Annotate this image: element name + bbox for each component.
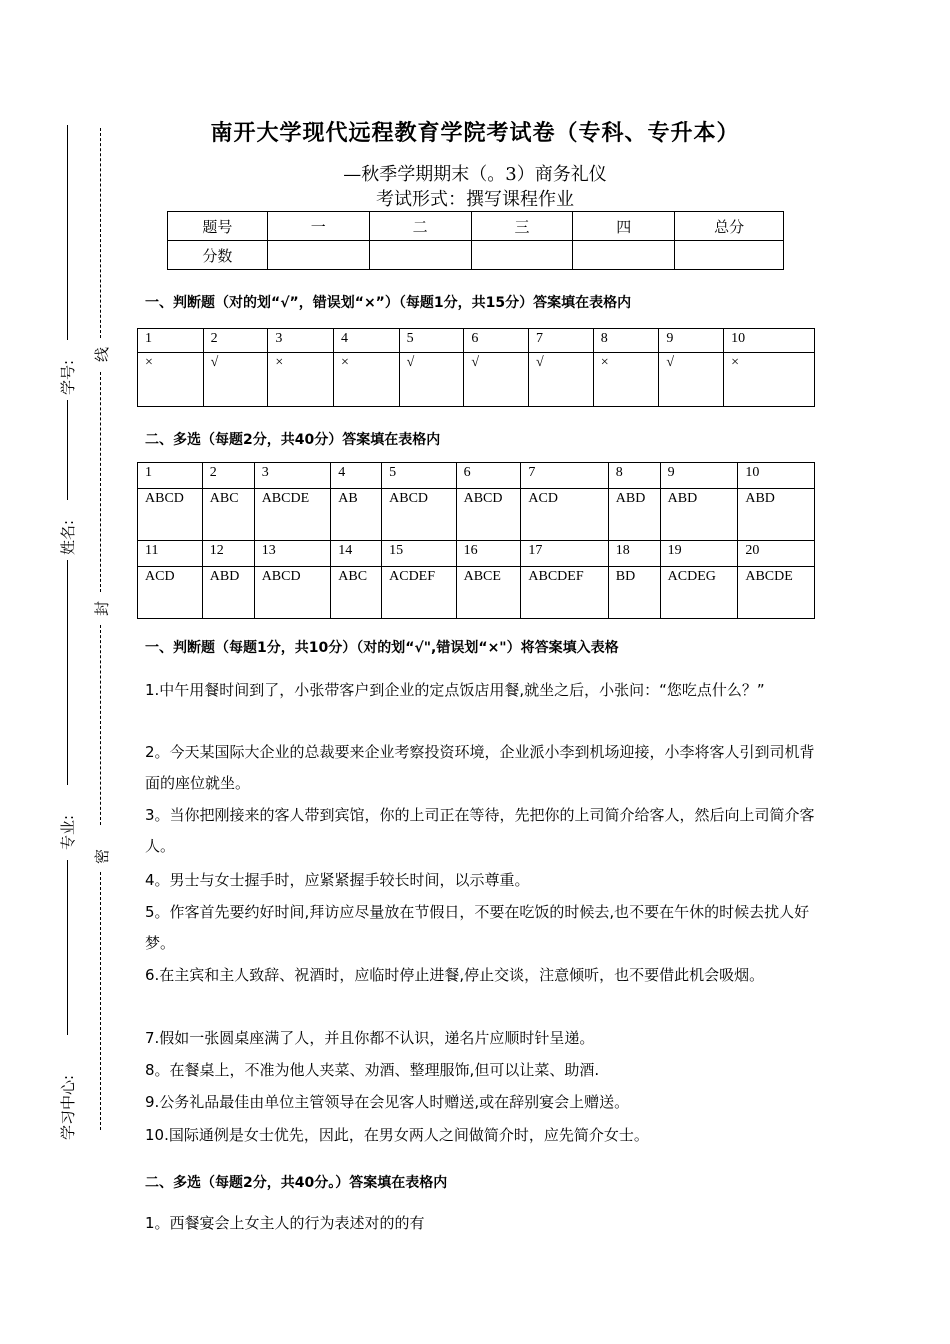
binding-line-outer xyxy=(67,400,68,500)
binding-label-feng: 封 xyxy=(93,600,111,616)
mc-number-cell: 12 xyxy=(202,541,254,567)
mc-number-cell: 10 xyxy=(738,463,815,489)
score-value-row xyxy=(168,241,784,270)
tf-number-cell: 4 xyxy=(333,329,399,353)
mc-answer-cell: ABD xyxy=(738,489,815,541)
student-id-label: 学号: xyxy=(59,359,77,395)
tf-number-cell: 2 xyxy=(203,329,268,353)
mc-answer-cell: ACD xyxy=(521,489,608,541)
mc-answer-cell: AB xyxy=(331,489,382,541)
mc-answer-cell: ABCD xyxy=(456,489,521,541)
score-header-cell: 题号 xyxy=(168,212,268,241)
tf-number-cell: 9 xyxy=(659,329,724,353)
mc-number-cell: 4 xyxy=(331,463,382,489)
tf-answer-cell: √ xyxy=(659,353,724,407)
binding-label-xian: 线 xyxy=(93,346,111,362)
question-item: 4。男士与女士握手时，应紧紧握手较长时间，以示尊重。 xyxy=(145,871,530,889)
mc-answer-row xyxy=(138,567,815,619)
mc-number-cell: 19 xyxy=(660,541,738,567)
exam-subtitle: —秋季学期期末（。3）商务礼仪 xyxy=(343,164,607,185)
tf-number-cell: 1 xyxy=(138,329,204,353)
mc-number-cell: 15 xyxy=(382,541,456,567)
tf-number-row xyxy=(138,329,815,353)
tf-answer-cell: √ xyxy=(203,353,268,407)
mc-number-cell: 6 xyxy=(456,463,521,489)
mc-number-cell: 3 xyxy=(254,463,331,489)
score-row-label: 分数 xyxy=(168,241,268,270)
tf-number-cell: 6 xyxy=(464,329,529,353)
score-cell[interactable] xyxy=(675,241,784,270)
score-header-cell: 总分 xyxy=(675,212,784,241)
tf-number-cell: 7 xyxy=(529,329,594,353)
tf-answer-cell: × xyxy=(724,353,815,407)
mc-answer-cell: ABD xyxy=(660,489,738,541)
question-item: 1。西餐宴会上女主人的行为表述对的的有 xyxy=(145,1214,425,1232)
mc-answer-cell: ABCD xyxy=(138,489,203,541)
score-header-cell: 二 xyxy=(369,212,471,241)
score-header-row xyxy=(168,212,784,241)
mc-answer-row xyxy=(138,489,815,541)
mc-number-cell: 1 xyxy=(138,463,203,489)
score-header-cell: 三 xyxy=(471,212,573,241)
mc-answer-cell: ABCDEF xyxy=(521,567,608,619)
mc-answer-table xyxy=(137,462,815,619)
tf-answer-cell: × xyxy=(138,353,204,407)
score-header-cell: 四 xyxy=(573,212,675,241)
exam-title: 南开大学现代远程教育学院考试卷（专科、专升本） xyxy=(210,121,740,146)
binding-line-dashed xyxy=(100,625,101,825)
tf-answer-cell: × xyxy=(333,353,399,407)
mc-number-cell: 5 xyxy=(382,463,456,489)
mc-number-cell: 13 xyxy=(254,541,331,567)
score-cell[interactable] xyxy=(573,241,675,270)
exam-form: 考试形式：撰写课程作业 xyxy=(376,189,574,210)
mc-number-cell: 11 xyxy=(138,541,203,567)
mc-number-cell: 2 xyxy=(202,463,254,489)
major-label: 专业: xyxy=(59,814,77,850)
mc-number-cell: 16 xyxy=(456,541,521,567)
mc-answer-cell: ABCE xyxy=(456,567,521,619)
question-item: 2。今天某国际大企业的总裁要来企业考察投资环境，企业派小李到机场迎接，小李将客人引到司机背面的座位就坐。 xyxy=(145,743,815,792)
binding-label-mi: 密 xyxy=(93,848,111,864)
score-table xyxy=(167,211,784,270)
name-label: 姓名: xyxy=(59,519,77,555)
tf-number-cell: 10 xyxy=(724,329,815,353)
mc-answer-cell: ABC xyxy=(331,567,382,619)
tf-number-cell: 3 xyxy=(268,329,334,353)
mc-number-cell: 8 xyxy=(608,463,660,489)
mc-number-cell: 17 xyxy=(521,541,608,567)
section-1-header: 一、判断题（对的划“√”，错误划“×”）（每题1分，共15分）答案填在表格内 xyxy=(145,295,632,311)
mc-number-cell: 20 xyxy=(738,541,815,567)
tf-number-cell: 8 xyxy=(593,329,659,353)
question-item: 1.中午用餐时间到了，小张带客户到企业的定点饭店用餐,就坐之后，小张问：“您吃点什么？” xyxy=(145,681,765,699)
tf-answer-cell: √ xyxy=(399,353,464,407)
mc-number-cell: 14 xyxy=(331,541,382,567)
question-item: 9.公务礼品最佳由单位主管领导在会见客人时赠送,或在辞别宴会上赠送。 xyxy=(145,1093,630,1111)
section-3-header: 一、判断题（每题1分，共10分）（对的划“√",错误划“×"）将答案填入表格 xyxy=(145,640,619,656)
mc-answer-cell: BD xyxy=(608,567,660,619)
tf-answer-cell: √ xyxy=(529,353,594,407)
tf-answer-cell: √ xyxy=(464,353,529,407)
tf-answer-row xyxy=(138,353,815,407)
mc-answer-cell: ACDEG xyxy=(660,567,738,619)
question-item: 10.国际通例是女士优先，因此，在男女两人之间做简介时，应先简介女士。 xyxy=(145,1126,649,1144)
question-item: 5。作客首先要约好时间,拜访应尽量放在节假日，不要在吃饭的时候去,也不要在午休的时候去扰人好梦。 xyxy=(145,903,810,952)
mc-answer-cell: ABCD xyxy=(382,489,456,541)
learning-center-label: 学习中心: xyxy=(59,1074,77,1140)
question-item: 8。在餐桌上，不准为他人夹菜、劝酒、整理服饰,但可以让菜、助酒. xyxy=(145,1061,600,1079)
tf-answer-cell: × xyxy=(268,353,334,407)
tf-number-cell: 5 xyxy=(399,329,464,353)
mc-number-row xyxy=(138,463,815,489)
binding-line-dashed xyxy=(100,372,101,592)
mc-number-cell: 7 xyxy=(521,463,608,489)
mc-number-cell: 18 xyxy=(608,541,660,567)
section-4-header: 二、多选（每题2分，共40分。）答案填在表格内 xyxy=(145,1175,448,1191)
binding-line-outer xyxy=(67,125,68,340)
tf-answer-table xyxy=(137,328,815,407)
mc-number-row xyxy=(138,541,815,567)
question-item: 3。当你把刚接来的客人带到宾馆，你的上司正在等待，先把你的上司简介给客人，然后向上司简介客人。 xyxy=(145,806,815,855)
score-header-cell: 一 xyxy=(267,212,369,241)
binding-line-outer xyxy=(67,560,68,785)
binding-line-outer xyxy=(67,860,68,1035)
mc-answer-cell: ABCD xyxy=(254,567,331,619)
mc-answer-cell: ACDEF xyxy=(382,567,456,619)
mc-number-cell: 9 xyxy=(660,463,738,489)
score-cell[interactable] xyxy=(471,241,573,270)
question-item: 7.假如一张圆桌座满了人，并且你都不认识，递名片应顺时针呈递。 xyxy=(145,1029,595,1047)
score-cell[interactable] xyxy=(267,241,369,270)
mc-answer-cell: ABCDE xyxy=(254,489,331,541)
mc-answer-cell: ABD xyxy=(202,567,254,619)
mc-answer-cell: ACD xyxy=(138,567,203,619)
mc-answer-cell: ABCDE xyxy=(738,567,815,619)
score-cell[interactable] xyxy=(369,241,471,270)
mc-answer-cell: ABC xyxy=(202,489,254,541)
mc-answer-cell: ABD xyxy=(608,489,660,541)
tf-answer-cell: × xyxy=(593,353,659,407)
section-2-header: 二、多选（每题2分，共40分）答案填在表格内 xyxy=(145,432,441,448)
binding-line-dashed xyxy=(100,872,101,1130)
question-item: 6.在主宾和主人致辞、祝酒时，应临时停止进餐,停止交谈，注意倾听，也不要借此机会吸烟。 xyxy=(145,966,765,984)
